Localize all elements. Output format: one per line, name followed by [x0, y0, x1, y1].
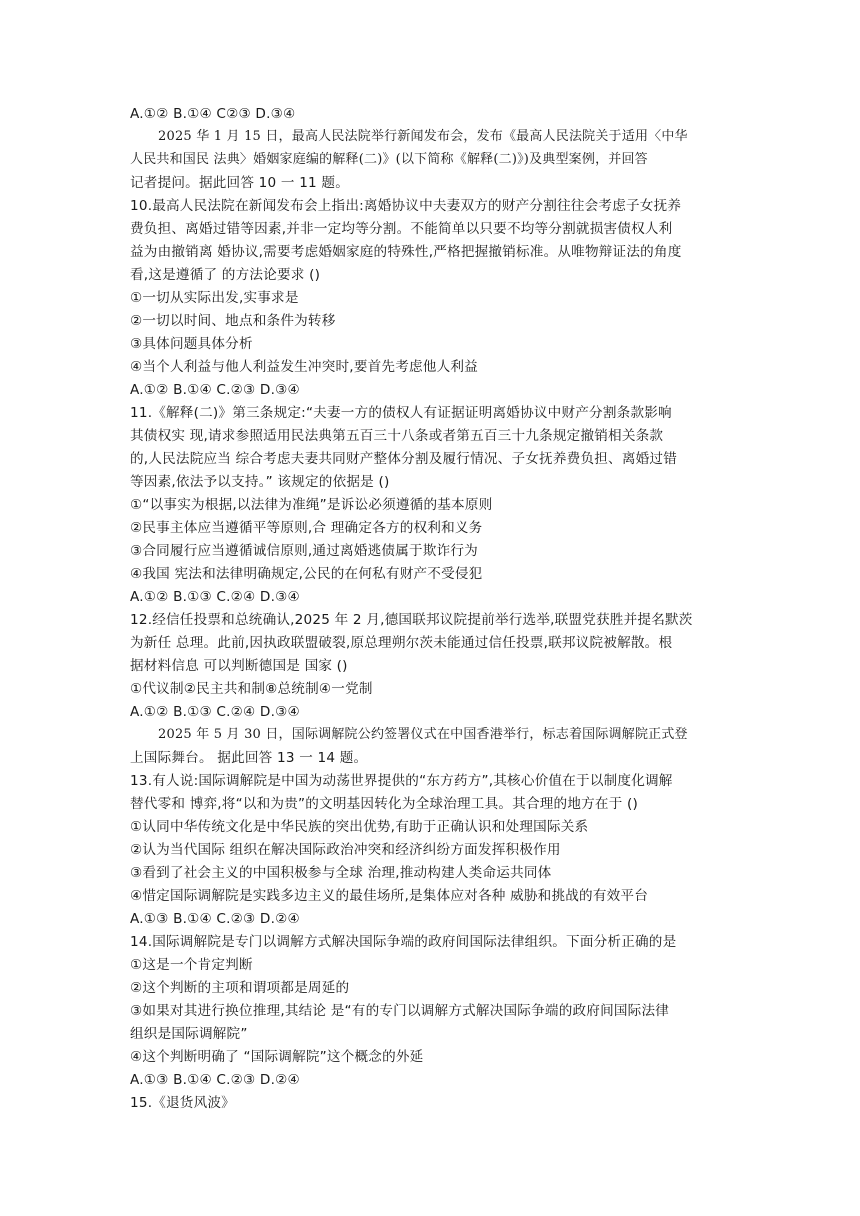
question-10-stem-line-1: 10.最高人民法院在新闻发布会上指出:离婚协议中夫妻双方的财产分割往往会考虑子女抚养 — [130, 198, 682, 214]
question-10-stem-line-2: 费负担、离婚过错等因素,并非一定均等分割。不能简单以只要不均等分割就损害债权人利 — [130, 221, 673, 237]
material-intro-2-line-2: 上国际舞台。 据此回答 13 一 14 题。 — [130, 750, 368, 766]
question-11-stem-line-4: 等因素,依法予以支持。” 该规定的依据是 () — [130, 474, 390, 490]
question-14-stem: 14.国际调解院是专门以调解方式解决国际争端的政府间国际法律组织。下面分析正确的是 — [130, 934, 677, 950]
question-12-stem-line-2: 为新任 总理。此前,因执政联盟破裂,原总理朔尔茨未能通过信任投票,联邦议院被解散。根 — [130, 635, 673, 651]
question-10-choice-1: ①一切从实际出发,实事求是 — [130, 290, 299, 306]
question-13-stem-line-1: 13.有人说:国际调解院是中国为动荡世界提供的“东方药方”,其核心价值在于以制度化调解 — [130, 773, 673, 789]
question-12-choices: ①代议制②民主共和制⑧总统制④一党制 — [130, 681, 373, 697]
question-14-choice-2: ②这个判断的主项和谓项都是周延的 — [130, 980, 350, 996]
question-13-answer-options: A.①③ B.①④ C.②③ D.②④ — [130, 911, 300, 927]
question-13-choice-1: ①认同中华传统文化是中华民族的突出优势,有助于正确认识和处理国际关系 — [130, 819, 589, 835]
question-14-choice-4: ④这个判断明确了 “国际调解院”这个概念的外延 — [130, 1049, 424, 1065]
question-11-stem-line-1: 11.《解释(二)》第三条规定:“夫妻一方的债权人有证据证明离婚协议中财产分割条款影响 — [130, 405, 672, 421]
question-10-stem-line-4: 看,这是遵循了 的方法论要求 () — [130, 267, 321, 283]
question-11-choice-2: ②民事主体应当遵循平等原则,合 理确定各方的权利和义务 — [130, 520, 483, 536]
question-11-choice-3: ③合同履行应当遵循诚信原则,通过离婚逃债属于欺诈行为 — [130, 543, 478, 559]
question-10-choice-2: ②一切以时间、地点和条件为转移 — [130, 313, 336, 329]
question-11-stem-line-2: 其债权实 现,请求参照适用民法典第五百三十八条或者第五百三十九条规定撤销相关条款 — [130, 428, 664, 444]
question-11-answer-options: A.①② B.①③ C.②④ D.③④ — [130, 589, 300, 605]
question-11-stem-line-3: 的,人民法院应当 综合考虑夫妻共同财产整体分割及履行情况、子女抚养费负担、离婚过错 — [130, 451, 677, 467]
question-14-choice-1: ①这是一个肯定判断 — [130, 957, 253, 973]
material-intro-line-2: 人民共和国民 法典〉婚姻家庭编的解释(二)》(以下简称《解释(二)》)及典型案例，并回答 — [130, 152, 648, 167]
question-12-stem-line-3: 据材料信息 可以判断德国是 国家 () — [130, 658, 348, 674]
question-15-title: 15.《退货风波》 — [130, 1095, 235, 1111]
question-12-stem-line-1: 12.经信任投票和总统确认,2025 年 2 月,德国联邦议院提前举行选举,联盟党获胜并提名默茨 — [130, 612, 693, 628]
question-13-choice-3: ③看到了社会主义的中国积极参与全球 治理,推动构建人类命运共同体 — [130, 865, 552, 881]
question-14-choice-3-line-2: 组织是国际调解院” — [130, 1026, 248, 1042]
material-intro-line-1: 2025 华 1 月 15 日，最高人民法院举行新闻发布会，发布《最高人民法院关于适用〈中华 — [158, 129, 688, 144]
question-12-answer-options: A.①② B.①③ C.②④ D.③④ — [130, 704, 300, 720]
question-11-choice-4: ④我国 宪法和法律明确规定,公民的在何私有财产不受侵犯 — [130, 566, 483, 582]
question-14-answer-options: A.①③ B.①④ C.②③ D.②④ — [130, 1072, 300, 1088]
question-14-choice-3-line-1: ③如果对其进行换位推理,其结论 是“有的专门以调解方式解决国际争端的政府间国际法律 — [130, 1003, 670, 1019]
answer-options-q9: A.①② B.①④ C②③ D.③④ — [130, 106, 296, 122]
question-10-answer-options: A.①② B.①④ C.②③ D.③④ — [130, 382, 300, 398]
question-10-stem-line-3: 益为由撤销离 婚协议,需要考虑婚姻家庭的特殊性,严格把握撤销标准。从唯物辩证法的角度 — [130, 244, 682, 260]
question-11-choice-1: ①“以事实为根据,以法律为准绳”是诉讼必须遵循的基本原则 — [130, 497, 493, 513]
material-intro-line-3: 记者提问。据此回答 10 一 11 题。 — [130, 175, 350, 191]
question-10-choice-4: ④当个人利益与他人利益发生冲突时,要首先考虑他人利益 — [130, 359, 478, 375]
question-10-choice-3: ③具体问题具体分析 — [130, 336, 253, 352]
question-13-choice-2: ②认为当代国际 组织在解决国际政治冲突和经济纠纷方面发挥积极作用 — [130, 842, 561, 858]
question-13-stem-line-2: 替代零和 博弈,将“以和为贵”的文明基因转化为全球治理工具。其合理的地方在于 () — [130, 796, 639, 812]
question-13-choice-4: ④惜定国际调解院是实践多边主义的最佳场所,是集体应对各种 威胁和挑战的有效平台 — [130, 888, 649, 904]
material-intro-2-line-1: 2025 年 5 月 30 日，国际调解院公约签署仪式在中国香港举行，标志着国际调解院正式登 — [158, 727, 688, 742]
